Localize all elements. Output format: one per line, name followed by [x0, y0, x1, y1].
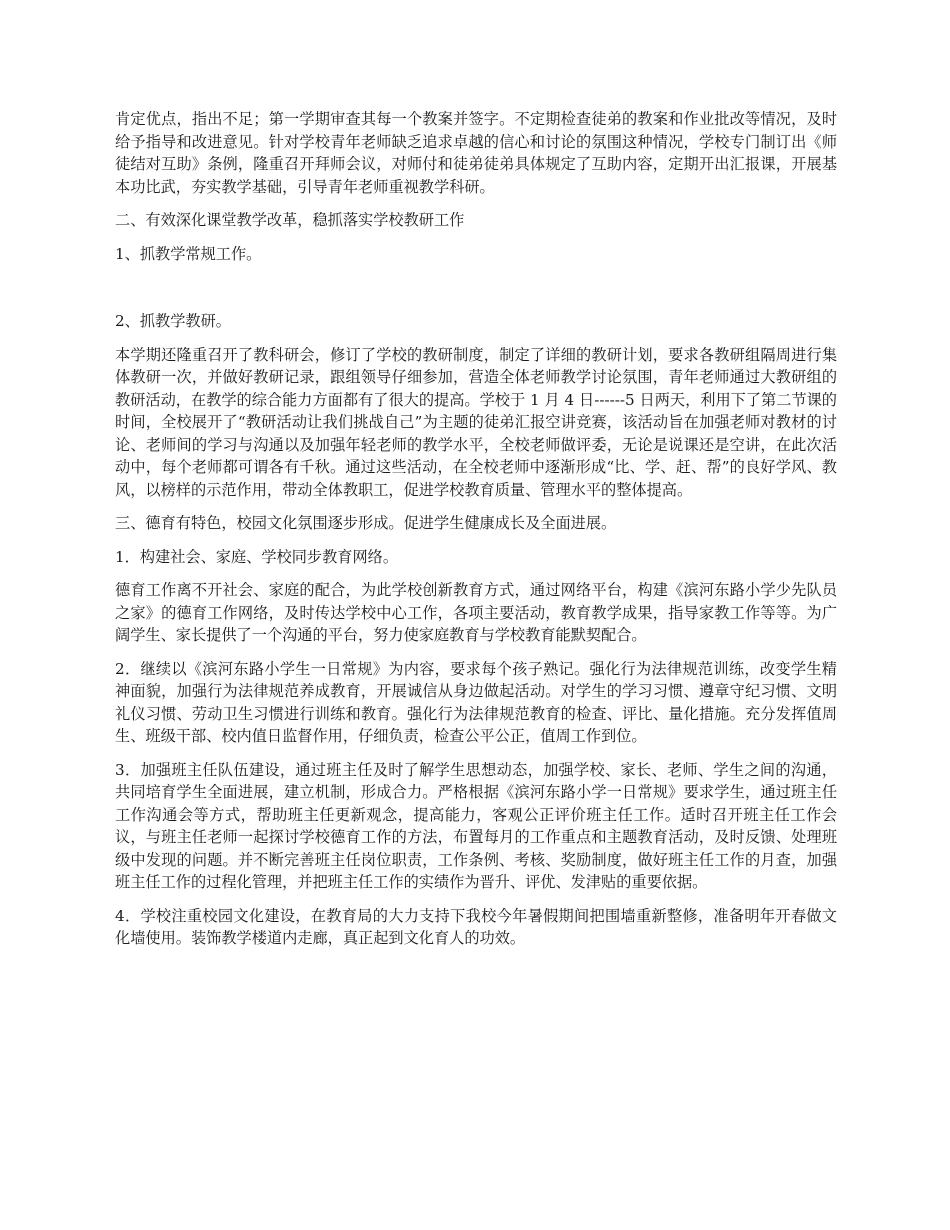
subheading-teaching-routine: 1、抓教学常规工作。: [115, 244, 262, 263]
subheading-education-network: 1．构建社会、家庭、学校同步教育网络。: [115, 547, 399, 566]
paragraph-mentoring: 肯定优点，指出不足；第一学期审查其每一个教案并签字。不定期检查徒弟的教案和作业批改等情况，及时给予指导和改进意见。针对学校青年老师缺乏追求卓越的信心和讨论的氛围这种情况，学校专门制订出《师徒结对互助》条例，隆重召开拜师会议，对师付和徒弟徒弟具体规定了互助内容，定期开出汇报课，开展基本功比武，夯实教学基础，引导青年老师重视教学科研。: [115, 110, 837, 196]
paragraph-campus-culture: 4．学校注重校园文化建设，在教育局的大力支持下我校今年暑假期间把围墙重新整修，准备明年开春做文化墙使用。装饰教学楼道内走廊，真正起到文化育人的功效。: [115, 906, 837, 947]
paragraph-class-teachers: 3．加强班主任队伍建设，通过班主任及时了解学生思想动态，加强学校、家长、老师、学生之间的沟通，共同培育学生全面进展，建立机制，形成合力。严格根据《滨河东路小学一日常规》要求学生，通过班主任工作沟通会等方式，帮助班主任更新观念，提高能力，客观公正评价班主任工作。适时召开班主任工作会议，与班主任老师一起探讨学校德育工作的方法，布置每月的工作重点和主题教育活动，及时反馈、处理班级中发现的问题。并不断完善班主任岗位职责，工作条例、考核、奖励制度，做好班主任工作的月查，加强班主任工作的过程化管理，并把班主任工作的实绩作为晋升、评优、发津贴的重要依据。: [115, 760, 837, 891]
subheading-teaching-research: 2、抓教学教研。: [115, 312, 231, 330]
paragraph-research-meeting: 本学期还隆重召开了教科研会，修订了学校的教研制度，制定了详细的教研计划，要求各教研组隔周进行集体教研一次，并做好教研记录，跟组领导仔细参加，营造全体老师教学讨论氛围，青年老师通过大教研组的教研活动，在教学的综合能力方面都有了很大的提高。学校于 1 月 4 日------5 日两天，利用下了第二节课的时间，全校展开了“教研活动让我们挑战自己”为主题的徒弟汇报空讲竞赛，该活动旨在加强老师对教材的讨论、老师间的学习与沟通以及加强年轻老师的教学水平，全校老师做评委，无论是说课还是空讲，在此次活动中，每个老师都可谓各有千秋。通过这些活动，在全校老师中逐渐形成“比、学、赶、帮”的良好学风、教风，以榜样的示范作用，带动全体教职工，促进学校教育质量、管理水平的整体提高。: [115, 345, 837, 499]
document-body: [115, 108, 837, 961]
paragraph-daily-routine: 2．继续以《滨河东路小学生一日常规》为内容，要求每个孩子熟记。强化行为法律规范训练，改变学生精神面貌，加强行为法律规范养成教育，开展诚信从身边做起活动。对学生的学习习惯、遵章守纪习惯、文明礼仪习惯、劳动卫生习惯进行训练和教育。强化行为法律规范教育的检查、评比、量化措施。充分发挥值周生、班级干部、校内值日监督作用，仔细负责，检查公平公正，值周工作到位。: [115, 659, 837, 745]
paragraph-network-platform: 德育工作离不开社会、家庭的配合，为此学校创新教育方式，通过网络平台，构建《滨河东路小学少先队员之家》的德育工作网络，及时传达学校中心工作，各项主要活动，教育教学成果，指导家教工作等等。为广阔学生、家长提供了一个沟通的平台，努力使家庭教育与学校教育能默契配合。: [115, 581, 837, 644]
heading-teaching-reform: 二、有效深化课堂教学改革，稳抓落实学校教研工作: [115, 211, 465, 229]
heading-moral-education: 三、德育有特色，校园文化氛围逐步形成。促进学生健康成长及全面进展。: [115, 514, 617, 532]
